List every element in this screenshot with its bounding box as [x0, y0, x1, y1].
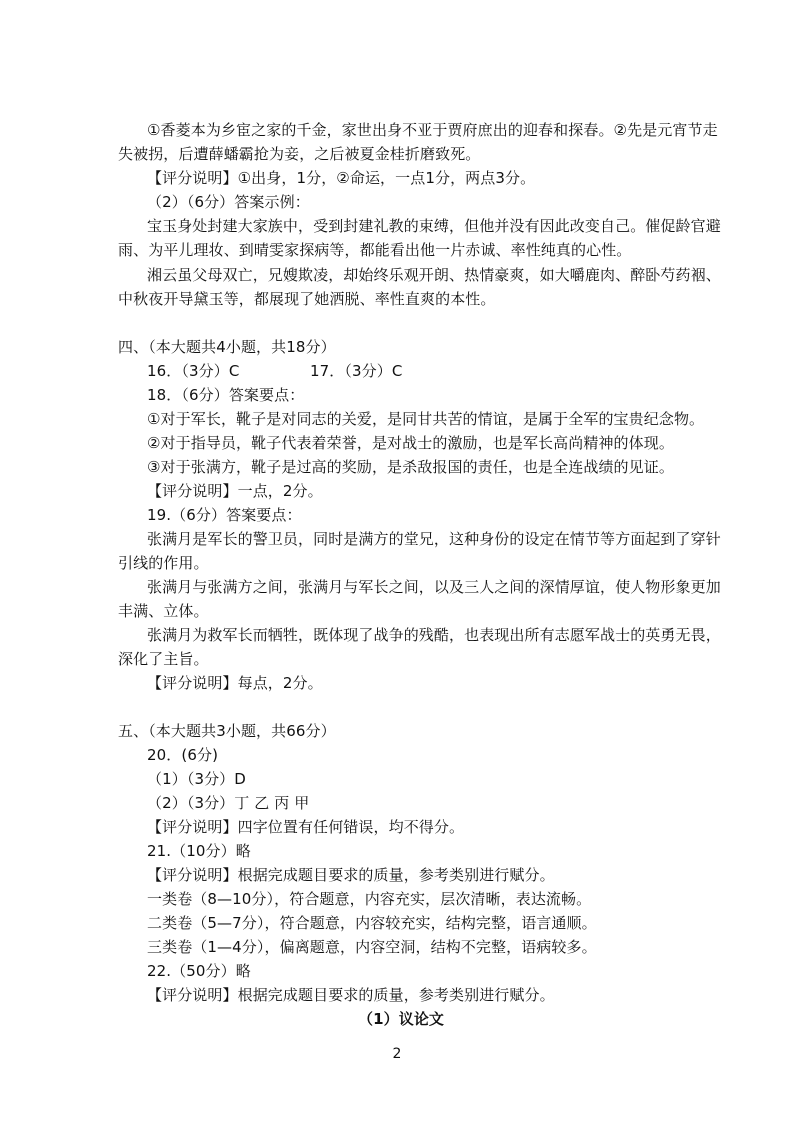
answer-line: ②对于指导员，靴子代表着荣誉，是对战士的激励，也是军长高尚精神的体现。: [147, 434, 674, 452]
answer-line: 深化了主旨。: [118, 650, 209, 668]
scoring-note: 【评分说明】一点，2分。: [147, 482, 323, 500]
question-answer: （2）（3分）丁 乙 丙 甲: [147, 794, 310, 812]
scoring-note: 【评分说明】四字位置有任何错误，均不得分。: [147, 818, 465, 836]
question-heading: 22.（50分）略: [147, 962, 251, 980]
scoring-note: 【评分说明】每点，2分。: [147, 674, 323, 692]
subsection-caption: （1）议论文: [358, 1010, 445, 1028]
answer-line: ①对于军长，靴子是对同志的关爱，是同甘共苦的情谊，是属于全军的宝贵纪念物。: [147, 410, 705, 428]
answer-line: 张满月与张满方之间，张满月与军长之间，以及三人之间的深情厚谊，使人物形象更加: [147, 578, 721, 596]
answer-line: 湘云虽父母双亡，兄嫂欺凌，却始终乐观开朗、热情豪爽，如大嚼鹿肉、醉卧芍药裀、: [147, 266, 721, 284]
section-heading: 五、（本大题共3小题，共66分）: [118, 722, 336, 740]
question-heading: 21.（10分）略: [147, 842, 251, 860]
question-answer: 17．（3分）C: [310, 362, 403, 380]
answer-line: 雨、为平儿理妆、到晴雯家探病等，都能看出他一片赤诚、率性纯真的心性。: [118, 241, 632, 259]
section-heading: 四、（本大题共4小题，共18分）: [118, 338, 336, 356]
answer-line: 张满月是军长的警卫员，同时是满方的堂兄，这种身份的设定在情节等方面起到了穿针: [147, 530, 721, 548]
scoring-note: 【评分说明】①出身，1分，②命运，一点1分，两点3分。: [147, 169, 536, 187]
question-heading: 20．(6分): [147, 746, 219, 764]
answer-line: ③对于张满方，靴子是过高的奖励，是杀敌报国的责任，也是全连战绩的见证。: [147, 458, 674, 476]
question-heading: 19.（6分）答案要点：: [147, 506, 302, 524]
answer-line: 引线的作用。: [118, 554, 209, 572]
answer-line: 宝玉身处封建大家族中，受到封建礼教的束缚，但他并没有因此改变自己。催促龄官避: [147, 217, 721, 235]
answer-line: 中秋夜开导黛玉等，都展现了她洒脱、率性直爽的本性。: [118, 290, 496, 308]
grade-criteria: 二类卷（5—7分），符合题意，内容较充实，结构完整，语言通顺。: [147, 914, 597, 932]
scoring-note: 【评分说明】根据完成题目要求的质量，参考类别进行赋分。: [147, 866, 555, 884]
question-heading: （2）（6分）答案示例：: [147, 193, 310, 211]
answer-line: 失被拐，后遭薛蟠霸抢为妾，之后被夏金桂折磨致死。: [118, 145, 481, 163]
grade-criteria: 三类卷（1—4分），偏离题意，内容空洞，结构不完整，语病较多。: [147, 938, 597, 956]
question-answer: （1）（3分）D: [147, 770, 246, 788]
answer-line: 张满月为救军长而牺牲，既体现了战争的残酷，也表现出所有志愿军战士的英勇无畏，: [147, 626, 721, 644]
answer-line: ①香菱本为乡宦之家的千金，家世出身不亚于贾府庶出的迎春和探春。②先是元宵节走: [147, 121, 718, 139]
answer-line: 丰满、立体。: [118, 602, 209, 620]
question-answer: 16．（3分）C: [147, 362, 240, 380]
scoring-note: 【评分说明】根据完成题目要求的质量，参考类别进行赋分。: [147, 986, 555, 1004]
question-heading: 18．（6分）答案要点：: [147, 386, 305, 404]
page-number: 2: [392, 1046, 402, 1062]
grade-criteria: 一类卷（8—10分），符合题意，内容充实，层次清晰，表达流畅。: [147, 890, 592, 908]
